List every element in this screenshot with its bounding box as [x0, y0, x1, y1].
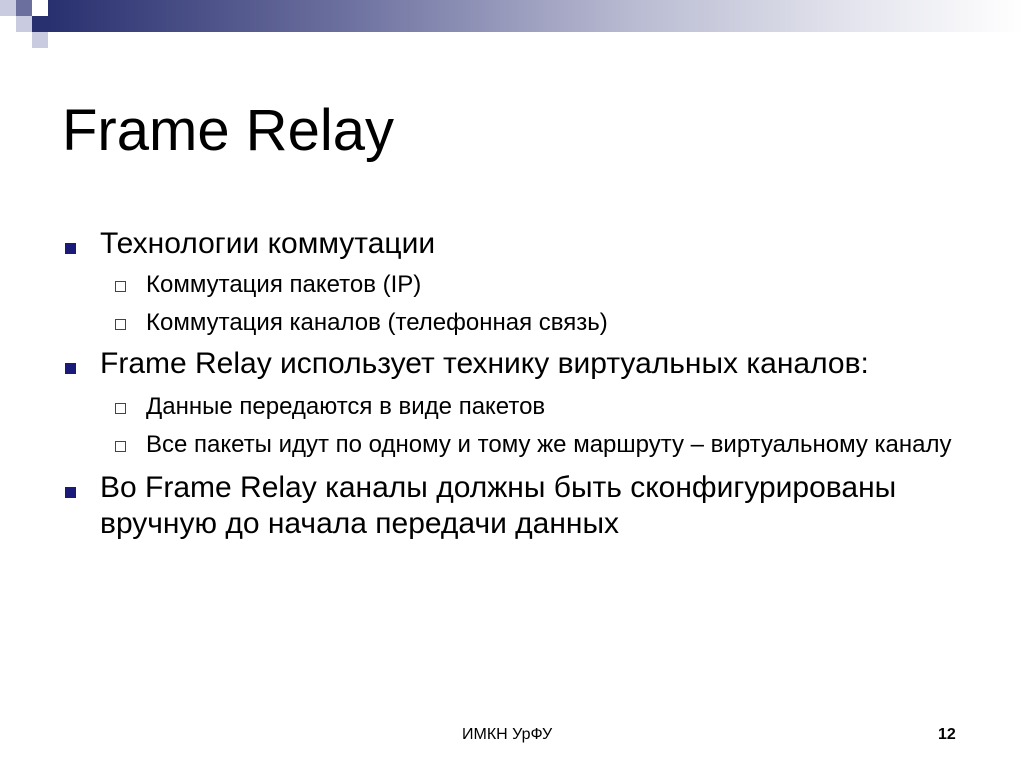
header-gradient-bar [48, 0, 1024, 32]
page-number: 12 [938, 726, 956, 743]
slide-content [62, 226, 962, 542]
corner-square-2 [16, 0, 32, 16]
hollow-square-bullet-icon [115, 441, 126, 452]
slide-title: Frame Relay [62, 98, 394, 163]
bullet-text: Во Frame Relay каналы должны быть сконфигурированы вручную до начала передачи данных [100, 471, 897, 540]
square-bullet-icon [65, 243, 76, 254]
bullet-text: Frame Relay использует технику виртуальных каналов: [100, 347, 869, 380]
hollow-square-bullet-icon [115, 281, 126, 292]
bullet-item [62, 226, 962, 262]
sub-bullet-text: Все пакеты идут по одному и тому же маршруту – виртуальному каналу [146, 431, 952, 458]
bullet-item [62, 470, 962, 542]
sub-bullet-item [62, 308, 962, 338]
square-bullet-icon [65, 363, 76, 374]
bullet-text: Технологии коммутации [100, 227, 436, 260]
corner-square-5 [32, 16, 48, 32]
slide-footer: ИМКН УрФУ [462, 726, 553, 743]
sub-bullet-item [62, 270, 962, 300]
sub-bullet-text: Коммутация пакетов (IP) [146, 271, 422, 298]
corner-square-1 [0, 0, 16, 16]
sub-bullet-text: Данные передаются в виде пакетов [146, 393, 546, 420]
sub-bullet-text: Коммутация каналов (телефонная связь) [146, 309, 608, 336]
sub-bullet-item [62, 430, 962, 460]
corner-square-6 [0, 32, 16, 48]
bullet-item [62, 346, 962, 382]
hollow-square-bullet-icon [115, 319, 126, 330]
square-bullet-icon [65, 487, 76, 498]
hollow-square-bullet-icon [115, 403, 126, 414]
sub-bullet-item [62, 392, 962, 422]
corner-square-4 [16, 16, 32, 32]
corner-square-7 [32, 32, 48, 48]
corner-square-3 [32, 0, 48, 16]
